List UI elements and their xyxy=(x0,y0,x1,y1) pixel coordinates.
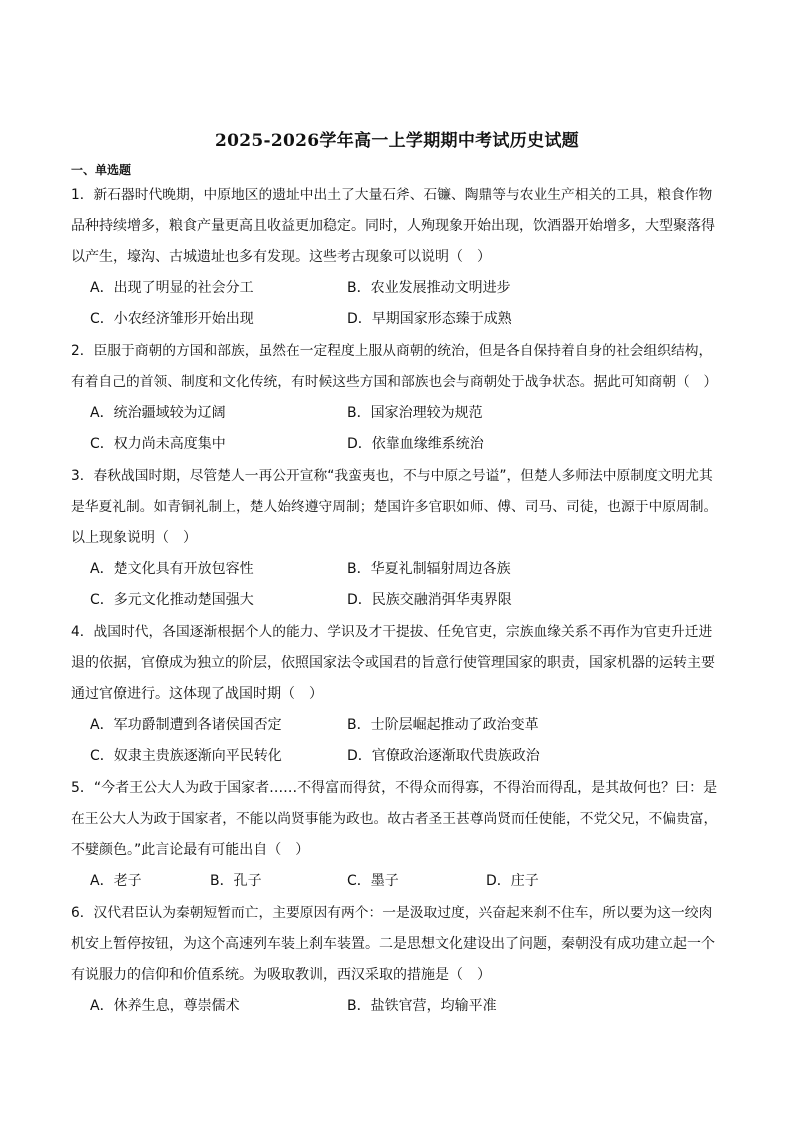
question-line: 不嬖颜色。”此言论最有可能出自（ ） xyxy=(71,842,310,858)
question-line: 在王公大人为政于国家者，不能以尚贤事能为政也。故古者圣王甚尊尚贤而任使能，不党父兄，不偏贵富， xyxy=(71,811,718,827)
question-line: 通过官僚进行。这体现了战国时期（ ） xyxy=(71,686,323,702)
option-d: D．庄子 xyxy=(486,873,539,889)
option-c: C．墨子 xyxy=(347,873,399,889)
option-c: C．奴隶主贵族逐渐向平民转化 xyxy=(90,748,282,764)
question-line: 4．战国时代，各国逐渐根据个人的能力、学识及才干提拔、任免官吏，宗族血缘关系不再作为官吏升迁进 xyxy=(71,624,713,640)
question-line: 5．“今者王公大人为政于国家者……不得富而得贫，不得众而得寡，不得治而得乱，是其故何也？曰：是 xyxy=(71,780,718,796)
option-a: A．军功爵制遭到各诸侯国否定 xyxy=(90,717,282,733)
option-a: A．休养生息，尊崇儒术 xyxy=(90,998,240,1014)
section-heading: 一、单选题 xyxy=(71,163,132,177)
option-d: D．民族交融消弭华夷界限 xyxy=(347,592,512,608)
option-c: C．小农经济雏形开始出现 xyxy=(90,311,254,327)
option-b: B．士阶层崛起推动了政治变革 xyxy=(347,717,539,733)
question-line: 品种持续增多，粮食产量更高且收益更加稳定。同时，人殉现象开始出现，饮酒器开始增多，大型聚落得 xyxy=(71,218,715,234)
question-3 xyxy=(71,461,723,554)
question-line: 有着自己的首领、制度和文化传统，有时候这些方国和部族也会与商朝处于战争状态。据此可知商朝（ ） xyxy=(71,374,718,390)
option-b: B．孔子 xyxy=(210,873,262,889)
option-d: D．早期国家形态臻于成熟 xyxy=(347,311,512,327)
option-c: C．多元文化推动楚国强大 xyxy=(90,592,254,608)
option-c: C．权力尚未高度集中 xyxy=(90,436,226,452)
question-line: 机安上暂停按钮，为这个高速列车装上刹车装置。二是思想文化建设出了问题，秦朝没有成功建立起一个 xyxy=(71,936,715,952)
question-line: 2．臣服于商朝的方国和部族，虽然在一定程度上服从商朝的统治，但是各自保持着自身的社会组织结构， xyxy=(71,343,713,359)
option-a: A．楚文化具有开放包容性 xyxy=(90,561,254,577)
question-line: 以上现象说明（ ） xyxy=(71,530,197,546)
option-a: A．老子 xyxy=(90,873,142,889)
option-d: D．依靠血缘维系统治 xyxy=(347,436,484,452)
question-line: 是华夏礼制。如青铜礼制上，楚人始终遵守周制；楚国许多官职如师、傅、司马、司徒，也源于中原周制。 xyxy=(71,499,718,515)
question-4 xyxy=(71,617,723,710)
question-line: 3．春秋战国时期，尽管楚人一再公开宣称“我蛮夷也，不与中原之号谥”，但楚人多师法中原制度文明尤其 xyxy=(71,468,713,484)
option-a: A．出现了明显的社会分工 xyxy=(90,280,254,296)
question-2 xyxy=(71,336,723,398)
question-1 xyxy=(71,180,723,273)
question-5 xyxy=(71,773,723,866)
question-line: 以产生，壕沟、古城遗址也多有发现。这些考古现象可以说明（ ） xyxy=(71,249,491,265)
option-b: B．华夏礼制辐射周边各族 xyxy=(347,561,511,577)
question-line: 6．汉代君臣认为秦朝短暂而亡，主要原因有两个：一是汲取过度，兴奋起来刹不住车，所以要为这一绞肉 xyxy=(71,905,713,921)
question-line: 1．新石器时代晚期，中原地区的遗址中出土了大量石斧、石镰、陶鼎等与农业生产相关的工具，粮食作物 xyxy=(71,187,713,203)
option-b: B．国家治理较为规范 xyxy=(347,405,483,421)
question-line: 有说服力的信仰和价值系统。为吸取教训，西汉采取的措施是（ ） xyxy=(71,967,491,983)
option-a: A．统治疆域较为辽阔 xyxy=(90,405,226,421)
question-line: 退的依据，官僚成为独立的阶层，依照国家法令或国君的旨意行使管理国家的职责，国家机器的运转主要 xyxy=(71,655,715,671)
option-b: B．盐铁官营，均输平准 xyxy=(347,998,497,1014)
question-6 xyxy=(71,898,723,991)
option-d: D．官僚政治逐渐取代贵族政治 xyxy=(347,748,540,764)
page-title: 2025-2026学年高一上学期期中考试历史试题 xyxy=(215,131,579,151)
option-b: B．农业发展推动文明进步 xyxy=(347,280,511,296)
